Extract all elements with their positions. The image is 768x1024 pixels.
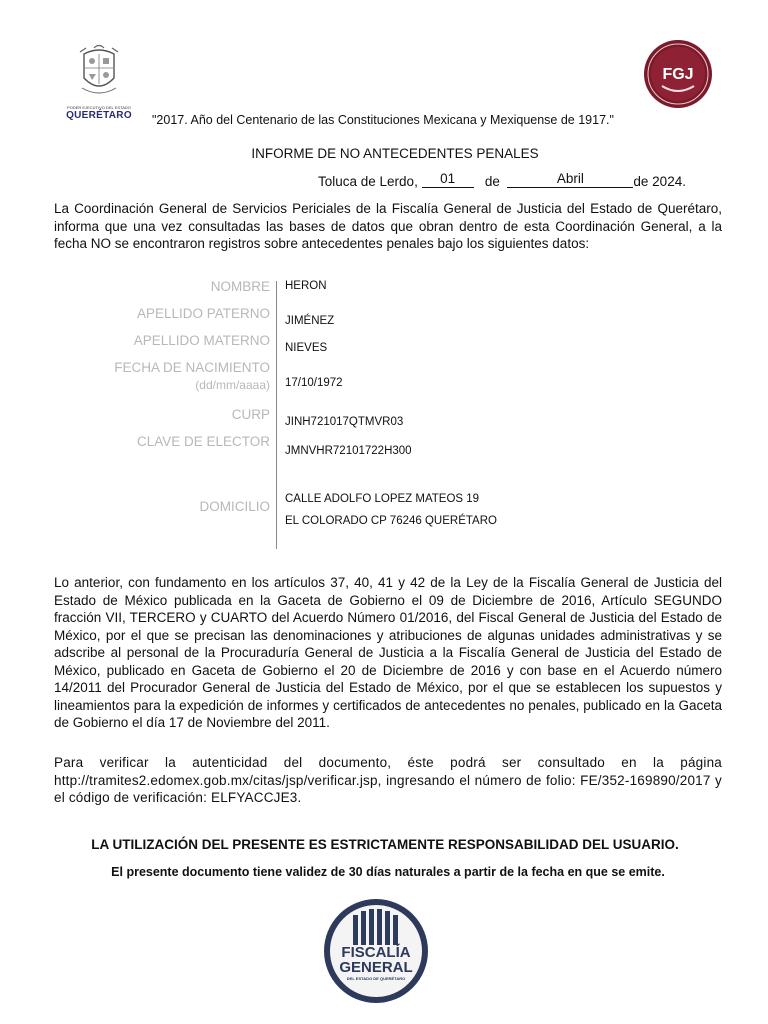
state-logo-caption: QUERÉTARO <box>66 110 132 121</box>
value-fecha-nacimiento: 17/10/1972 <box>285 377 343 389</box>
value-clave-elector: JMNVHR72101722H300 <box>285 445 412 457</box>
label-curp: CURP <box>231 407 270 422</box>
fgj-logo-text: FGJ <box>662 66 694 83</box>
date-de: de <box>484 174 500 189</box>
date-day: 01 <box>422 172 474 188</box>
seal-line2: GENERAL <box>339 959 413 976</box>
validity-notice: El presente documento tiene validez de 30 días naturales a partir de la fecha en que se emite. <box>111 865 665 879</box>
label-clave-elector: CLAVE DE ELECTOR <box>136 434 270 449</box>
seal-line1: FISCALÍA <box>341 944 411 961</box>
coat-of-arms-icon <box>74 44 124 100</box>
year-motto: "2017. Año del Centenario de las Constituciones Mexicana y Mexiquense de 1917." <box>152 113 614 127</box>
date-place: Toluca de Lerdo, <box>318 174 418 189</box>
field-divider <box>276 281 277 549</box>
fgj-emblem-icon <box>642 38 714 110</box>
legal-basis-paragraph: Lo anterior, con fundamento en los artículos 37, 40, 41 y 42 de la Ley de la Fiscalía General de Justicia del Estado de México publicada en la Gaceta de Gobierno el 09 de Diciembre de 2016, Artículo SEGUNDO fracción VII, TERCERO y CUARTO del Acuerdo Número 01/2016, del Fiscal General de Justicia del Estado de México, por el que se precisan las denominaciones y atribuciones de algunas unidades administrativas y se adscribe al personal de la Procuraduría General de Justicia a la Fiscalía General de Justicia del Estado de México, publicado en Gaceta de Gobierno el 20 de Diciembre de 2016 y con base en el Acuerdo número 14/2011 del Procurador General de Justicia del Estado de México, por el que se establecen los supuestos y lineamientos para la expedición de informes y certificados de antecedentes no penales, publicado en la Gaceta de Gobierno el día 17 de Noviembre del 2011. <box>54 575 722 730</box>
value-apellido-materno: NIEVES <box>285 342 328 354</box>
state-logo-small-caption: PODER EJECUTIVO DEL ESTADO <box>67 105 131 110</box>
date-year: de 2024. <box>633 174 686 189</box>
label-apellido-paterno: APELLIDO PATERNO <box>136 306 270 321</box>
document-title: INFORME DE NO ANTECEDENTES PENALES <box>251 146 539 161</box>
label-nombre: NOMBRE <box>210 279 270 294</box>
fiscalia-seal <box>322 897 430 1005</box>
seal-line3: DEL ESTADO DE QUERÉTARO <box>346 976 406 981</box>
label-fecha-format: (dd/mm/aaaa) <box>195 378 270 392</box>
label-apellido-materno: APELLIDO MATERNO <box>133 333 270 348</box>
value-domicilio-line2: EL COLORADO CP 76246 QUERÉTARO <box>285 515 497 527</box>
responsibility-notice: LA UTILIZACIÓN DEL PRESENTE ES ESTRICTAMENTE RESPONSABILIDAD DEL USUARIO. <box>91 837 679 852</box>
queretaro-state-logo <box>66 44 132 124</box>
verification-paragraph: Para verificar la autenticidad del documento, éste podrá ser consultado en la página http://tramites2.edomex.gob.mx/citas/jsp/verificar.jsp, ingresando el número de folio: FE/352-169890/2017 y el código de verificación: ELFYACCJE3. <box>54 755 722 805</box>
value-apellido-paterno: JIMÉNEZ <box>285 315 335 327</box>
value-curp: JINH721017QTMVR03 <box>285 416 404 428</box>
date-month: Abril <box>507 172 633 188</box>
value-domicilio-line1: CALLE ADOLFO LOPEZ MATEOS 19 <box>285 493 480 505</box>
value-nombre: HERON <box>285 280 327 292</box>
intro-paragraph: La Coordinación General de Servicios Periciales de la Fiscalía General de Justicia del Estado de Querétaro, informa que una vez consultadas las bases de datos que obran dentro de esta Coordinación General, a la fecha NO se encontraron registros sobre antecedentes penales bajo los siguientes datos: <box>54 201 722 251</box>
label-fecha-nacimiento: FECHA DE NACIMIENTO <box>114 360 270 375</box>
fiscalia-seal-icon <box>322 897 430 1005</box>
label-domicilio: DOMICILIO <box>199 499 270 514</box>
fgj-logo <box>642 38 714 110</box>
date-line <box>318 171 686 191</box>
